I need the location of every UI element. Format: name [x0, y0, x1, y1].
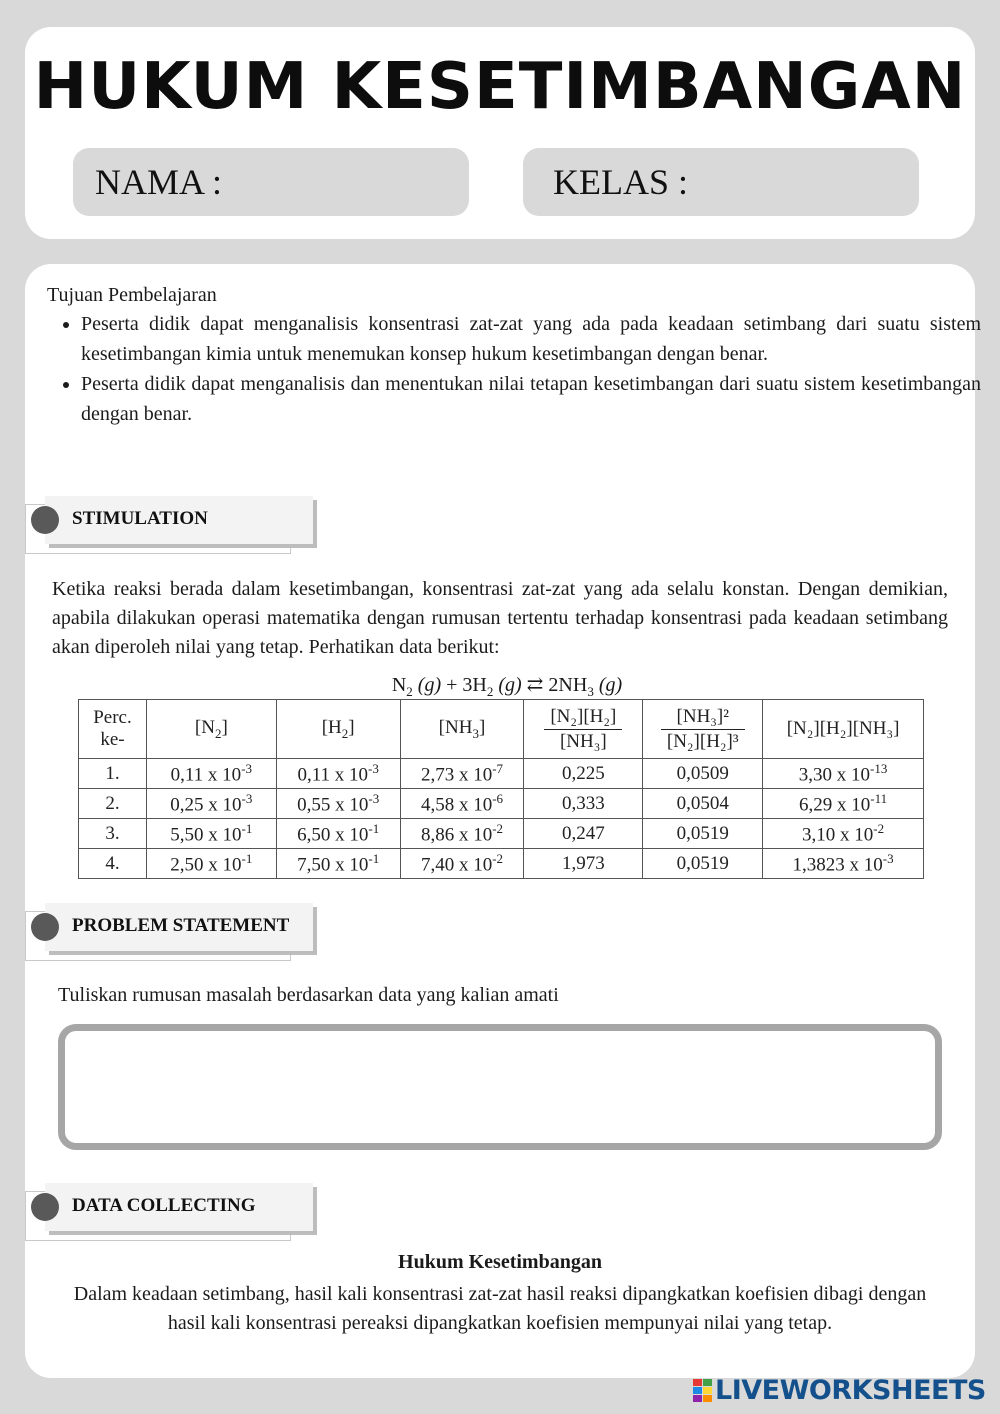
- cell-nh3: 2,73 x $10^{-7}$: [400, 759, 524, 789]
- logo-square: [693, 1395, 702, 1402]
- cell-n2: 0,25 x $10^{-3}$: [146, 789, 276, 819]
- cell-product: 6,29 x $10^{-11}$: [763, 789, 924, 819]
- cell-ratio-1: 1,973: [524, 849, 643, 879]
- stimulation-paragraph: Ketika reaksi berada dalam kesetimbangan, konsentrasi zat-zat yang ada selalu konstan. Dengan demikian, apabila dilakukan operasi matematika dengan rumusan tertentu terhadap konsentrasi pada keadaan setimbang akan diperoleh nilai yang tetap. Perhatikan data berikut:: [52, 578, 948, 658]
- cell-nh3: 7,40 x $10^{-2}$: [400, 849, 524, 879]
- eq-state: (g): [493, 674, 522, 696]
- law-text: Dalam keadaan setimbang, hasil kali konsentrasi zat-zat hasil reaksi dipangkatkan koefisien dibagi dengan hasil kali konsentrasi pereaksi dipangkatkan koefisien mempunyai nilai yang tetap.: [73, 1283, 927, 1334]
- page-title: HUKUM KESETIMBANGAN: [33, 50, 967, 124]
- logo-square: [693, 1387, 702, 1394]
- cell-nh3: 4,58 x $10^{-6}$: [400, 789, 524, 819]
- law-title: Hukum Kesetimbangan: [398, 1251, 602, 1273]
- cell-nh3: 8,86 x $10^{-2}$: [400, 819, 524, 849]
- cell-ratio-1: 0,247: [524, 819, 643, 849]
- section-tag-stimulation: [25, 496, 315, 554]
- section-label: DATA COLLECTING: [72, 1195, 256, 1216]
- cell-ratio-1: 0,225: [524, 759, 643, 789]
- header-ratio-2: $\frac{\text{[NH₃]²}}{\text{[N₂][H₂]³}}$: [643, 700, 763, 759]
- cell-ratio-2: 0,0519: [643, 819, 763, 849]
- logo-square: [703, 1379, 712, 1386]
- name-label: NAMA :: [95, 162, 223, 202]
- header-h2: $[H_2]$: [276, 700, 400, 759]
- header-perc: Perc. ke-: [79, 700, 147, 759]
- logo-square: [693, 1379, 702, 1386]
- eq-n2-sub: 2: [406, 684, 413, 699]
- bullet-dot-icon: [31, 913, 59, 941]
- bullet-dot-icon: [31, 506, 59, 534]
- eq-h2-sub: 2: [486, 684, 494, 699]
- objectives-list: [55, 309, 981, 429]
- class-label: KELAS :: [553, 162, 688, 202]
- table-header-row: [79, 700, 924, 759]
- table-row: [79, 849, 924, 879]
- section-tag-data-collecting: [25, 1183, 315, 1241]
- cell-product: 3,30 x $10^{-13}$: [763, 759, 924, 789]
- objective-item: • Peserta didik dapat menganalisis konsentrasi zat-zat yang ada pada keadaan setimbang dari suatu sistem kesetimbangan kimia untuk menemukan konsep hukum kesetimbangan dengan benar.: [81, 309, 981, 369]
- problem-answer-box[interactable]: [58, 1024, 942, 1150]
- problem-prompt: Tuliskan rumusan masalah berdasarkan data yang kalian amati: [58, 984, 559, 1006]
- section-label: PROBLEM STATEMENT: [72, 915, 290, 936]
- eq-state: (g): [593, 674, 623, 696]
- eq-arrow-nh3: ⇄ 2NH: [521, 674, 588, 696]
- header-ratio-1: $\frac{\text{[N₂][H₂]}}{\text{[NH₃]}}$: [524, 700, 643, 759]
- table-row: [79, 819, 924, 849]
- cell-h2: 6,50 x $10^{-1}$: [276, 819, 400, 849]
- class-field[interactable]: [523, 148, 919, 216]
- cell-n2: 5,50 x $10^{-1}$: [146, 819, 276, 849]
- equilibrium-data-table: [78, 699, 924, 879]
- cell-no: 2.: [79, 789, 147, 819]
- cell-ratio-1: 0,333: [524, 789, 643, 819]
- table-row: [79, 789, 924, 819]
- bullet-dot-icon: [31, 1193, 59, 1221]
- objective-item: • Peserta didik dapat menganalisis dan menentukan nilai tetapan kesetimbangan dari suatu sistem kesetimbangan dengan benar.: [81, 369, 981, 429]
- cell-ratio-2: 0,0509: [643, 759, 763, 789]
- cell-no: 3.: [79, 819, 147, 849]
- reaction-equation: [0, 672, 1000, 700]
- brand-text: LIVEWORKSHEETS: [715, 1374, 986, 1406]
- cell-product: 1,3823 x $10^{-3}$: [763, 849, 924, 879]
- logo-square: [703, 1387, 712, 1394]
- section-tag-problem: [25, 903, 315, 961]
- cell-no: 1.: [79, 759, 147, 789]
- logo-square: [703, 1395, 712, 1402]
- liveworksheets-logo-icon: [693, 1379, 711, 1401]
- cell-h2: 0,55 x $10^{-3}$: [276, 789, 400, 819]
- cell-h2: 0,11 x $10^{-3}$: [276, 759, 400, 789]
- liveworksheets-branding: [693, 1376, 986, 1404]
- eq-n2: N: [391, 674, 407, 696]
- eq-state: (g): [412, 674, 442, 696]
- cell-no: 4.: [79, 849, 147, 879]
- cell-ratio-2: 0,0519: [643, 849, 763, 879]
- section-label: STIMULATION: [72, 508, 208, 529]
- header-product: [N₂][H₂][NH₃]: [763, 700, 924, 759]
- cell-h2: 7,50 x $10^{-1}$: [276, 849, 400, 879]
- name-field[interactable]: [73, 148, 469, 216]
- header-n2: $[N_2]$: [146, 700, 276, 759]
- cell-n2: 0,11 x $10^{-3}$: [146, 759, 276, 789]
- eq-nh3-sub: 3: [587, 684, 594, 699]
- header-nh3: $[NH_3]$: [400, 700, 524, 759]
- table-row: [79, 759, 924, 789]
- objectives-heading: Tujuan Pembelajaran: [47, 284, 217, 306]
- cell-product: 3,10 x $10^{-2}$: [763, 819, 924, 849]
- eq-plus-h2: + 3H: [441, 674, 487, 696]
- cell-ratio-2: 0,0504: [643, 789, 763, 819]
- cell-n2: 2,50 x $10^{-1}$: [146, 849, 276, 879]
